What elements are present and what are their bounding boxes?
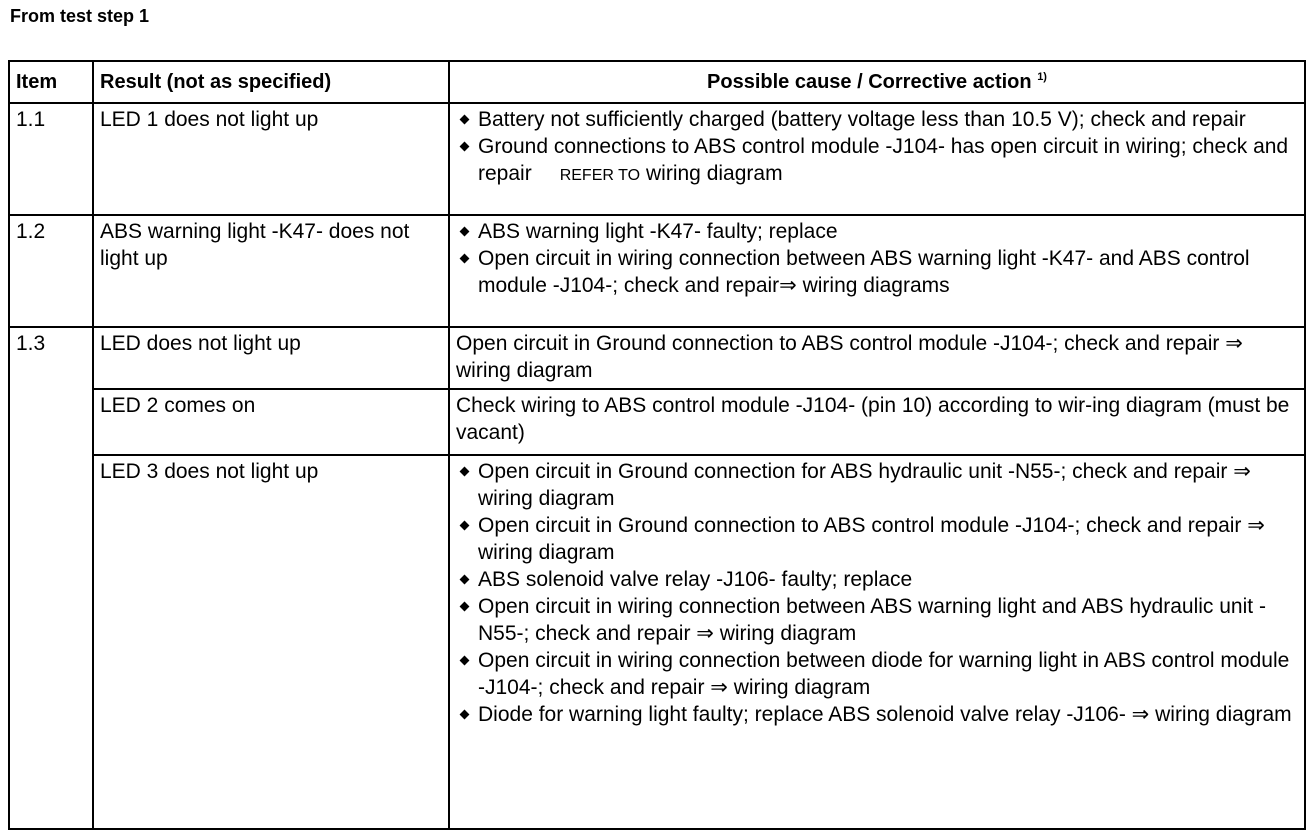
result-cell: LED 1 does not light up bbox=[93, 103, 449, 215]
cause-bullet-text: Ground connections to ABS control module -J104- has open circuit in wiring; check and repair bbox=[478, 135, 1289, 185]
footnote-marker: 1) bbox=[1037, 70, 1047, 83]
refer-to-label: REFER TO bbox=[559, 167, 641, 184]
diagnosis-table bbox=[8, 60, 1306, 830]
result-cell: LED 2 comes on bbox=[93, 389, 449, 455]
cause-bullet: Diode for warning light faulty; replace ABS solenoid valve relay -J106- ⇒ wiring diagram bbox=[456, 701, 1298, 728]
item-cell: 1.3 bbox=[9, 327, 93, 829]
item-cell: 1.1 bbox=[9, 103, 93, 215]
cause-bullet: Open circuit in wiring connection between diode for warning light in ABS control module -J104-; check and repair ⇒ wiring diagram bbox=[456, 647, 1298, 701]
cause-cell bbox=[449, 103, 1305, 215]
cause-bullet bbox=[456, 133, 1298, 189]
cause-bullet: Open circuit in Ground connection for ABS hydraulic unit -N55-; check and repair ⇒ wiring diagram bbox=[456, 458, 1298, 512]
cause-cell bbox=[449, 215, 1305, 327]
cause-bullet: Open circuit in wiring connection between ABS warning light -K47- and ABS control module -J104-; check and repair⇒ wiring diagrams bbox=[456, 245, 1298, 299]
table-row bbox=[9, 215, 1305, 327]
header-cause bbox=[449, 61, 1305, 103]
page-heading: From test step 1 bbox=[10, 6, 150, 26]
table-row bbox=[9, 455, 1305, 829]
cause-cell: Open circuit in Ground connection to ABS control module -J104-; check and repair ⇒ wiring diagram bbox=[449, 327, 1305, 389]
cause-cell bbox=[449, 455, 1305, 829]
table-row bbox=[9, 327, 1305, 389]
table-row bbox=[9, 389, 1305, 455]
cause-bullet: Open circuit in wiring connection between ABS warning light and ABS hydraulic unit -N55-; check and repair ⇒ wiring diagram bbox=[456, 593, 1298, 647]
cause-bullet: Battery not sufficiently charged (battery voltage less than 10.5 V); check and repair bbox=[456, 106, 1298, 133]
table-row bbox=[9, 103, 1305, 215]
result-cell: LED does not light up bbox=[93, 327, 449, 389]
cause-bullet: ABS warning light -K47- faulty; replace bbox=[456, 218, 1298, 245]
cause-bullet: Open circuit in Ground connection to ABS control module -J104-; check and repair ⇒ wiring diagram bbox=[456, 512, 1298, 566]
result-cell: ABS warning light -K47- does not light up bbox=[93, 215, 449, 327]
table-header-row bbox=[9, 61, 1305, 103]
header-item: Item bbox=[9, 61, 93, 103]
item-cell: 1.2 bbox=[9, 215, 93, 327]
cause-bullet: ABS solenoid valve relay -J106- faulty; replace bbox=[456, 566, 1298, 593]
header-cause-label: Possible cause / Corrective action bbox=[707, 70, 1032, 93]
cause-cell: Check wiring to ABS control module -J104- (pin 10) according to wir-ing diagram (must be vacant) bbox=[449, 389, 1305, 455]
header-result: Result (not as specified) bbox=[93, 61, 449, 103]
refer-target: wiring diagram bbox=[646, 162, 783, 185]
result-cell: LED 3 does not light up bbox=[93, 455, 449, 829]
